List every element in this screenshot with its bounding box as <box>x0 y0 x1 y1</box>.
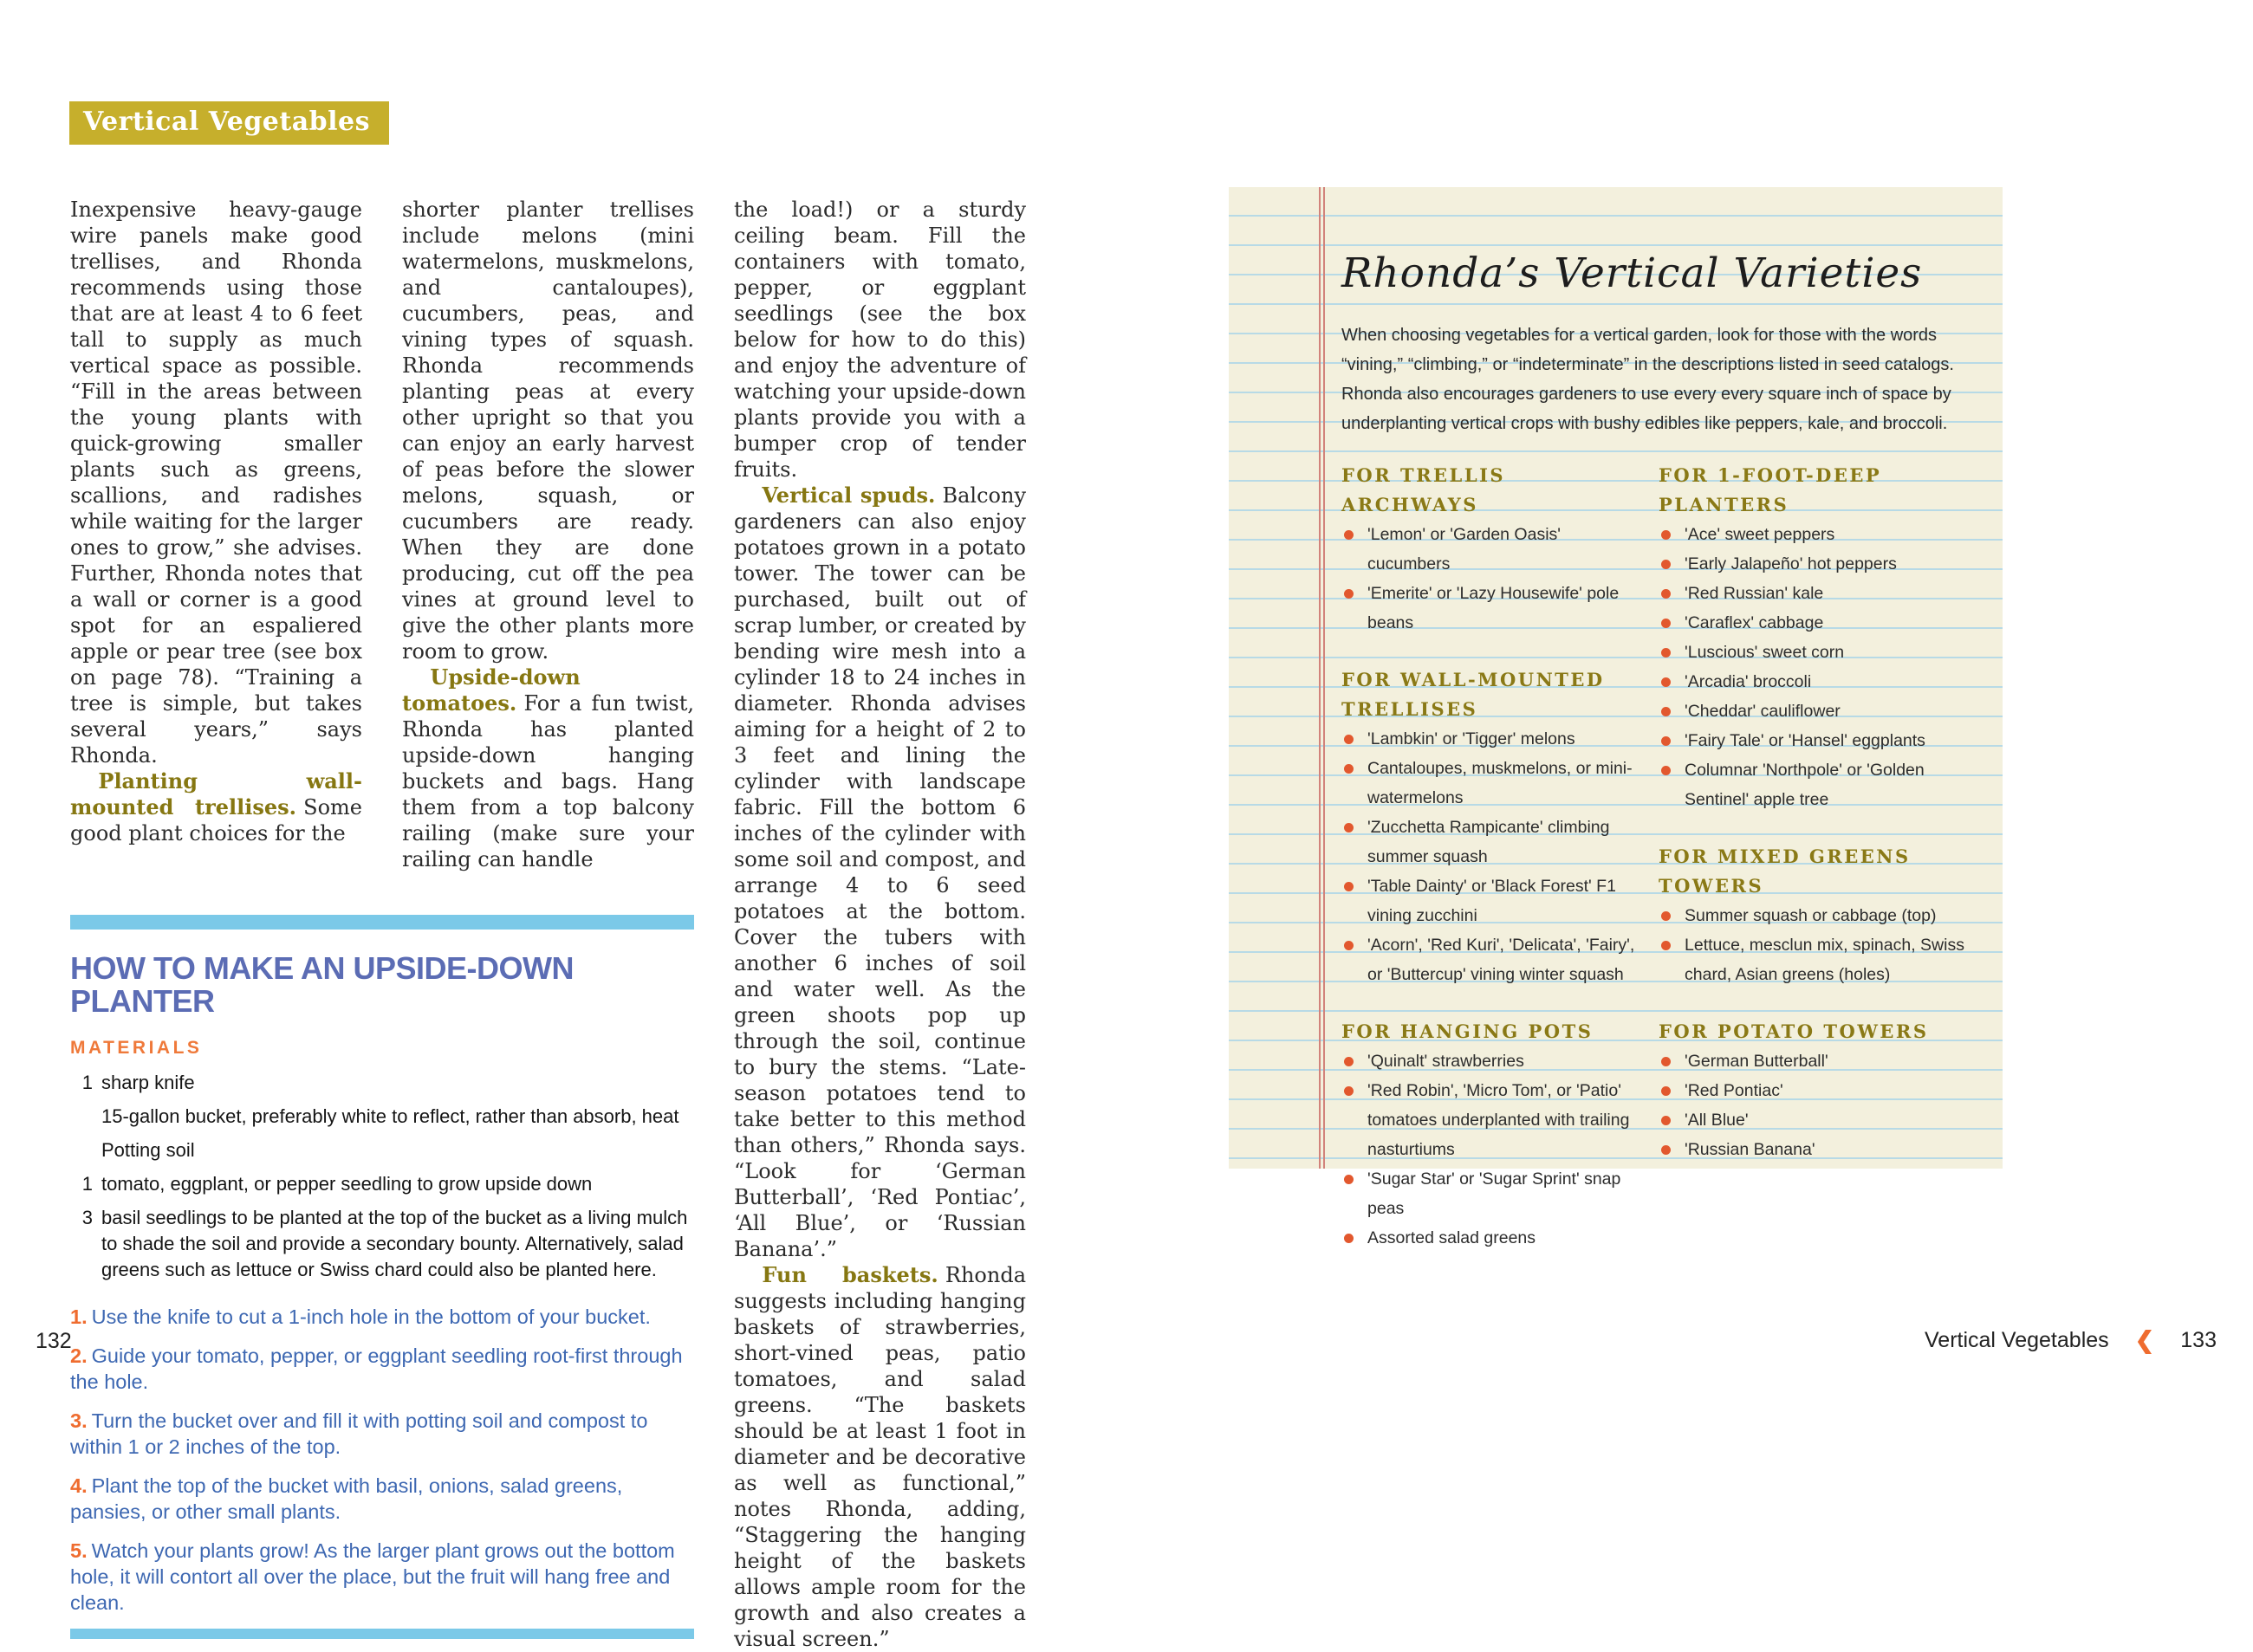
notebook-section <box>1341 1017 1636 1253</box>
notebook-section-heading: FOR TRELLIS ARCHWAYS <box>1341 464 1506 516</box>
notebook-section-heading: FOR POTATO TOWERS <box>1659 1020 1929 1043</box>
paragraph-lead-in: Upside-down tomatoes. <box>402 664 581 716</box>
notebook-section-heading: FOR WALL-MOUNTED TRELLISES <box>1341 669 1605 721</box>
step-number: 4. <box>70 1474 88 1497</box>
material-item <box>70 1070 694 1096</box>
material-qty <box>70 1137 93 1163</box>
footer-section-label: Vertical Vegetables <box>1925 1328 2109 1352</box>
body-paragraph <box>734 483 1026 1262</box>
material-qty <box>70 1104 93 1130</box>
page-number-left: 132 <box>36 1329 72 1353</box>
material-text: sharp knife <box>101 1071 195 1093</box>
variety-item: 'Acorn', 'Red Kuri', 'Delicata', 'Fairy', or 'Buttercup' vining winter squash <box>1341 930 1636 989</box>
variety-list <box>1659 1046 1971 1164</box>
paragraph-text: Balcony gardeners can also enjoy potatoes grown in a potato tower. The tower can be purchased, built out of scrap lumber, or created by bending wire mesh into a cylinder 18 to 24 inches in diameter. Rhonda advises aiming for a height of 2 to 3 feet and lining the cylinder with landscape fabric. Fill the bottom 6 inches of the cylinder with some soil and compost, and arrange 4 to 6 seed potatoes at the bottom. Cover the tubers with another 6 inches of soil and water well. As the green shoots pop up through the soil, continue to bury the stems. “Late-season potatoes tend to take better to this method than others,” Rhonda says. “Look for ‘German Butterball’, ‘Red Pontiac’, ‘All Blue’, or ‘Russian Banana’.” <box>734 483 1026 1261</box>
body-paragraph <box>734 1262 1026 1652</box>
variety-item: 'Caraflex' cabbage <box>1659 608 1971 638</box>
body-paragraph <box>734 197 1026 483</box>
article-columns <box>70 197 1026 1652</box>
variety-item: Assorted salad greens <box>1341 1223 1636 1253</box>
text-column-1 <box>70 197 362 885</box>
variety-item: 'Red Pontiac' <box>1659 1076 1971 1105</box>
body-paragraph <box>70 197 362 768</box>
variety-item: 'German Butterball' <box>1659 1046 1971 1076</box>
material-item <box>70 1104 694 1130</box>
page-footer-right <box>1925 1329 2217 1352</box>
notebook-section-heading: FOR HANGING POTS <box>1341 1020 1594 1043</box>
step-text: Guide your tomato, pepper, or eggplant seedling root-first through the hole. <box>70 1344 683 1393</box>
step-text: Use the knife to cut a 1-inch hole in the bottom of your bucket. <box>91 1305 651 1328</box>
variety-item: Summer squash or cabbage (top) <box>1659 901 1971 930</box>
paragraph-text: Some good plant choices for the <box>70 795 362 845</box>
material-qty: 3 <box>81 1206 93 1228</box>
chapter-tag: Vertical Vegetables <box>69 101 389 145</box>
step-item <box>70 1304 694 1330</box>
notebook-column-right <box>1659 461 1971 1280</box>
paragraph-text: For a fun twist, Rhonda has planted upside-down hanging buckets and bags. Hang them from a top balcony railing (make sure your railing can handle <box>402 691 694 871</box>
divider-bar-bottom <box>70 1629 694 1639</box>
body-paragraph <box>402 664 694 872</box>
step-item <box>70 1538 694 1616</box>
variety-item: 'Luscious' sweet corn <box>1659 638 1971 667</box>
howto-title: HOW TO MAKE AN UPSIDE-DOWN PLANTER <box>70 950 574 1019</box>
variety-list <box>1341 520 1636 638</box>
step-number: 2. <box>70 1344 88 1367</box>
variety-item: 'Zucchetta Rampicante' climbing summer squash <box>1341 813 1636 871</box>
step-item <box>70 1343 694 1395</box>
variety-item: 'Lambkin' or 'Tigger' melons <box>1341 724 1636 754</box>
variety-item: 'Russian Banana' <box>1659 1135 1971 1164</box>
step-text: Turn the bucket over and fill it with potting soil and compost to within 1 or 2 inches of the top. <box>70 1409 648 1458</box>
variety-item: 'Arcadia' broccoli <box>1659 667 1971 696</box>
notebook-title: Rhonda’s Vertical Varieties <box>1341 249 1923 297</box>
paragraph-lead-in: Vertical spuds. <box>762 483 936 508</box>
material-text: tomato, eggplant, or pepper seedling to grow upside down <box>101 1172 593 1195</box>
material-text: basil seedlings to be planted at the top of the bucket as a living mulch to shade the soil and provide a secondary bounty. Alternatively, salad greens such as lettuce or Swiss chard could also be planted here. <box>101 1206 688 1280</box>
step-text: Watch your plants grow! As the larger plant grows out the bottom hole, it will contort all over the place, but the fruit will hang free and clean. <box>70 1539 675 1614</box>
notebook-section <box>1341 665 1636 989</box>
variety-item: 'Ace' sweet peppers <box>1659 520 1971 549</box>
notebook-section <box>1659 461 1971 814</box>
notebook-section <box>1659 842 1971 989</box>
step-item <box>70 1408 694 1460</box>
paragraph-text: Inexpensive heavy-gauge wire panels make good trellises, and Rhonda recommends using those that are at least 4 to 6 feet tall to supply as much vertical space as possible. “Fill in the areas between the young plants with quick-growing smaller plants such as greens, scallions, and radishes while waiting for the larger ones to grow,” she advises. Further, Rhonda notes that a wall or corner is a good spot for an espaliered apple or pear tree (see box on page 78). “Training a tree is simple, but takes several years,” says Rhonda. <box>70 198 362 768</box>
notebook-section <box>1341 461 1636 638</box>
variety-item: 'Quinalt' strawberries <box>1341 1046 1636 1076</box>
variety-item: 'Red Russian' kale <box>1659 579 1971 608</box>
text-column-2 <box>402 197 694 885</box>
paragraph-lead-in: Planting wall-mounted trellises. <box>70 768 362 820</box>
variety-item: 'Cheddar' cauliflower <box>1659 696 1971 726</box>
material-qty: 1 <box>81 1071 93 1093</box>
material-item <box>70 1137 694 1163</box>
variety-list <box>1659 901 1971 989</box>
notebook-section-heading: FOR MIXED GREENS TOWERS <box>1659 845 1911 897</box>
paragraph-lead-in: Fun baskets. <box>762 1262 938 1287</box>
variety-list <box>1341 1046 1636 1253</box>
paragraph-text: the load!) or a sturdy ceiling beam. Fill the containers with tomato, pepper, or eggplant seedlings (see the box below for how to do this) and enjoy the adventure of watching your upside-down plants provide you with a bumper crop of tender fruits. <box>734 198 1026 482</box>
step-item <box>70 1473 694 1525</box>
step-text: Plant the top of the bucket with basil, onions, salad greens, pansies, or other small plants. <box>70 1474 623 1523</box>
variety-item: 'Emerite' or 'Lazy Housewife' pole beans <box>1341 579 1636 638</box>
notebook-list-columns <box>1341 461 1971 1280</box>
howto-box <box>70 915 694 1652</box>
variety-item: 'Table Dainty' or 'Black Forest' F1 vining zucchini <box>1341 871 1636 930</box>
step-number: 3. <box>70 1409 88 1432</box>
material-text: 15-gallon bucket, preferably white to reflect, rather than absorb, heat <box>101 1105 679 1127</box>
variety-item: Cantaloupes, muskmelons, or mini-watermelons <box>1341 754 1636 813</box>
materials-list <box>70 1070 694 1283</box>
variety-item: 'Sugar Star' or 'Sugar Sprint' snap peas <box>1341 1164 1636 1223</box>
paragraph-text: Rhonda suggests including hanging baskets of strawberries, short-vined peas, patio tomatoes, and salad greens. “The baskets should be at least 1 foot in diameter and be decorative as well as functional,” notes Rhonda, adding, “Staggering the hanging height of the baskets allows ample room for the growth and also creates a visual screen.” <box>734 1263 1026 1651</box>
material-text: Potting soil <box>101 1138 195 1161</box>
variety-item: 'Early Jalapeño' hot peppers <box>1659 549 1971 579</box>
text-column-3 <box>734 197 1026 1652</box>
steps-list <box>70 1304 694 1616</box>
notebook-panel <box>1229 187 2003 1248</box>
notebook-section <box>1659 1017 1971 1164</box>
notebook-intro: When choosing vegetables for a vertical garden, look for those with the words “vining,” “climbing,” or “indeterminate” in the descriptions listed in seed catalogs. Rhonda also encourages gardeners to use every every square inch of space by underplanting vertical crops with bushy edibles like peppers, kale, and broccoli. <box>1341 326 1954 434</box>
material-item <box>70 1205 694 1283</box>
step-number: 5. <box>70 1539 88 1562</box>
body-paragraph <box>70 768 362 846</box>
variety-item: Columnar 'Northpole' or 'Golden Sentinel' apple tree <box>1659 755 1971 814</box>
variety-list <box>1659 520 1971 814</box>
chevron-left-icon: ❮ <box>2134 1327 2155 1353</box>
variety-item: 'Lemon' or 'Garden Oasis' cucumbers <box>1341 520 1636 579</box>
notebook-section-heading: FOR 1-FOOT-DEEP PLANTERS <box>1659 464 1882 516</box>
materials-heading: MATERIALS <box>70 1037 203 1058</box>
notebook-column-left <box>1341 461 1636 1280</box>
variety-item: 'All Blue' <box>1659 1105 1971 1135</box>
material-qty: 1 <box>81 1172 93 1195</box>
notebook-content <box>1341 187 1971 1280</box>
notebook-margin-line <box>1319 187 1325 1169</box>
variety-list <box>1341 724 1636 989</box>
variety-item: Lettuce, mesclun mix, spinach, Swiss chard, Asian greens (holes) <box>1659 930 1971 989</box>
variety-item: 'Fairy Tale' or 'Hansel' eggplants <box>1659 726 1971 755</box>
variety-item: 'Red Robin', 'Micro Tom', or 'Patio' tomatoes underplanted with trailing nasturtiums <box>1341 1076 1636 1164</box>
body-paragraph <box>402 197 694 664</box>
paragraph-text: shorter planter trellises include melons (mini watermelons, muskmelons, and cantaloupes), cucumbers, peas, and vining types of squash. Rhonda recommends planting peas at every other upright so that you can enjoy an early harvest of peas before the slower melons, squash, or cucumbers are ready. When they are done producing, cut off the pea vines at ground level to give the other plants more room to grow. <box>402 198 694 664</box>
divider-bar-top <box>70 915 694 930</box>
material-item <box>70 1171 694 1197</box>
page-number-right: 133 <box>2180 1328 2217 1352</box>
step-number: 1. <box>70 1305 88 1328</box>
